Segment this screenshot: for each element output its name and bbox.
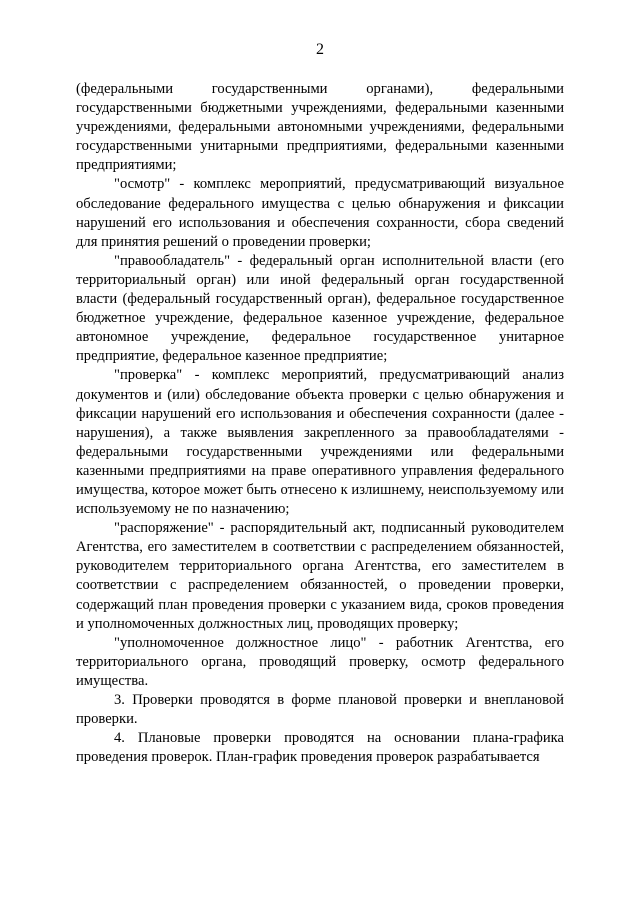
paragraph-item-4: 4. Плановые проверки проводятся на основании плана-графика проведения проверок. План-график проведения проверок разрабатывается xyxy=(76,730,564,766)
paragraph-definition-upolnomochennoe-litso: "уполномоченное должностное лицо" - работник Агентства, его территориального органа, проводящий проверку, осмотр федерального имущества. xyxy=(76,634,564,689)
paragraph-continuation: (федеральными государственными органами), федеральными государственными бюджетными учреждениями, федеральными казенными учреждениями, федеральными автономными учреждениями, федеральными государственными унитарными предприятиями, федеральными казенными предприятиями; xyxy=(76,81,564,174)
paragraph-definition-osmotr: "осмотр" - комплекс мероприятий, предусматривающий визуальное обследование федерального имущества с целью обнаружения и фиксации нарушений его использования и обеспечения сохранности, сбора сведений для принятия решений о проведении проверки; xyxy=(76,176,564,250)
document-body xyxy=(76,80,564,767)
paragraph-item-3: 3. Проверки проводятся в форме плановой проверки и внеплановой проверки. xyxy=(76,692,564,728)
paragraph-definition-rasporyazhenie: "распоряжение" - распорядительный акт, подписанный руководителем Агентства, его заместителем в соответствии с распределением обязанностей, руководителем территориального органа Агентства, его заместителем в соответствии с распределением обязанностей, о проведении проверки, содержащий план проведения проверки с указанием вида, сроков проведения и уполномоченных должностных лиц, проводящих проверку; xyxy=(76,520,564,632)
paragraph-definition-pravoobladatel: "правообладатель" - федеральный орган исполнительной власти (его территориальный орган) или иной федеральный орган государственной власти (федеральный государственный орган), федеральное государственное бюджетное учреждение, федеральное казенное учреждение, федеральное автономное учреждение, федеральное государственное унитарное предприятие, федеральное казенное предприятие; xyxy=(76,252,564,365)
page-number: 2 xyxy=(316,41,324,58)
paragraph-definition-proverka: "проверка" - комплекс мероприятий, предусматривающий анализ документов и (или) обследование объекта проверки с целью обнаружения и фиксации нарушений его использования и обеспечения сохранности (далее - нарушения), а также выявления закрепленного за правообладателями - федеральными государственными учреждениями или федеральными казенными предприятиями на праве оперативного управления федерального имущества, которое может быть отнесено к излишнему, неиспользуемому или используемому не по назначению; xyxy=(76,367,564,518)
